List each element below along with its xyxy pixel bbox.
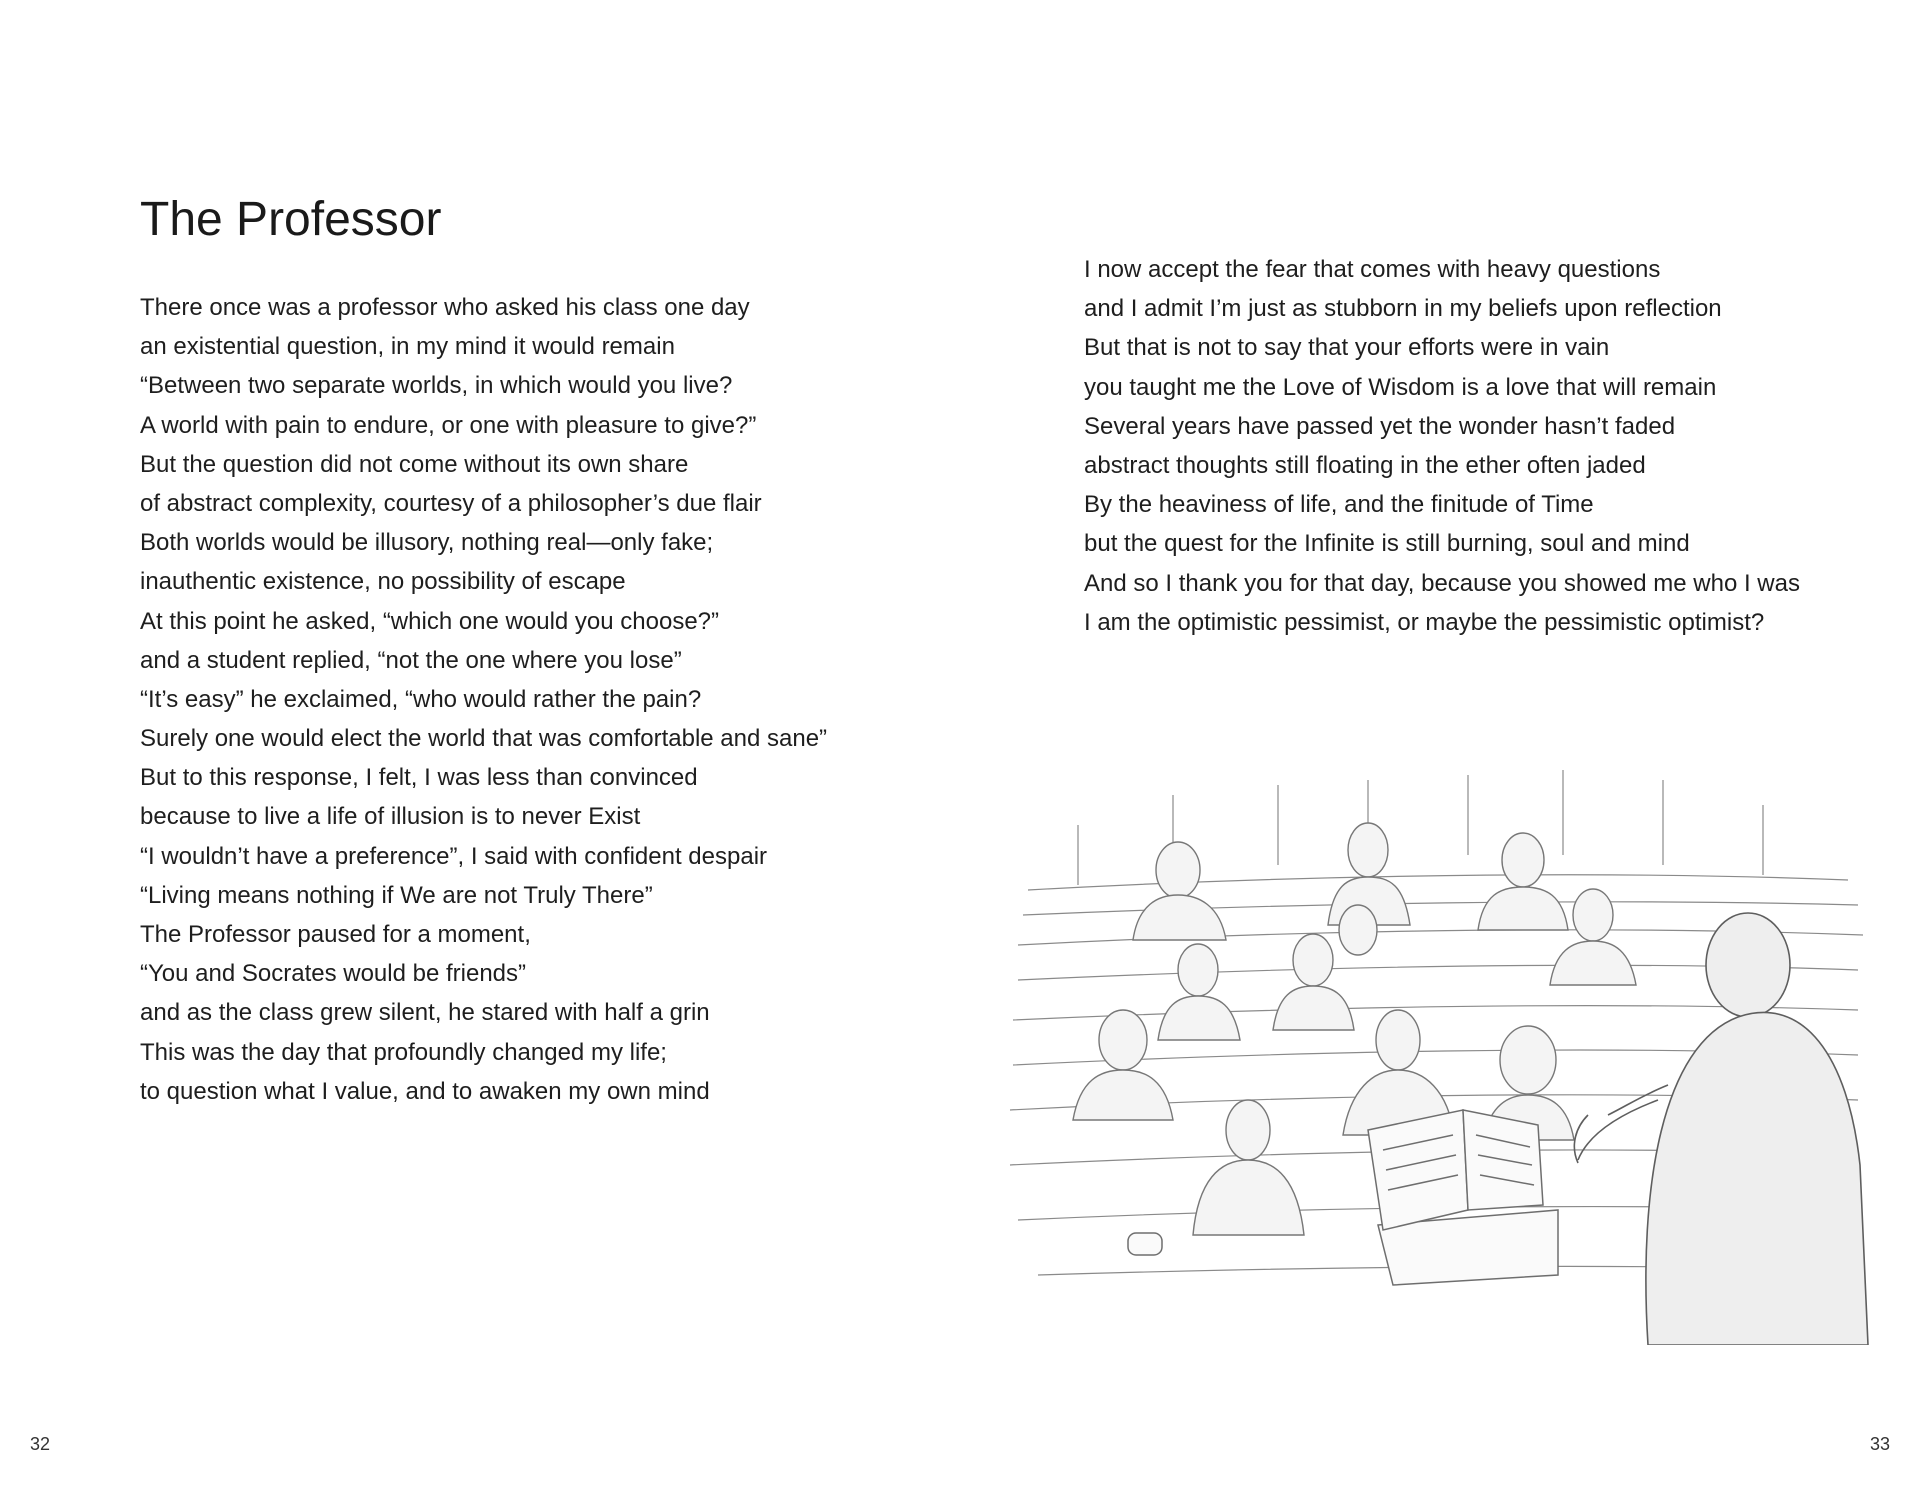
poem-line: “I wouldn’t have a preference”, I said with confident despair: [140, 842, 768, 870]
poem-line: inauthentic existence, no possibility of escape: [140, 568, 626, 596]
poem-line: and a student replied, “not the one where you lose”: [140, 646, 682, 674]
poem-title: The Professor: [140, 193, 442, 246]
right-page: [960, 0, 1920, 1488]
poem-line: But the question did not come without its own share: [140, 450, 689, 478]
poem-line: “You and Socrates would be friends”: [140, 960, 527, 988]
poem-line: I am the optimistic pessimist, or maybe the pessimistic optimist?: [1084, 608, 1765, 636]
poem-line: and as the class grew silent, he stared with half a grin: [140, 999, 710, 1027]
poem-line: Several years have passed yet the wonder hasn’t faded: [1084, 412, 1676, 440]
poem-line: But that is not to say that your efforts were in vain: [1084, 334, 1610, 362]
poem-line: The Professor paused for a moment,: [140, 921, 531, 948]
poem-line: and I admit I’m just as stubborn in my beliefs upon reflection: [1084, 295, 1722, 323]
poem-line: because to live a life of illusion is to never Exist: [140, 803, 641, 831]
poem-line: you taught me the Love of Wisdom is a love that will remain: [1084, 373, 1717, 401]
classroom-sketch-illustration: [998, 755, 1878, 1345]
poem-verse-left: [140, 288, 827, 1111]
poem-line: This was the day that profoundly changed my life;: [140, 1038, 667, 1066]
poem-line: abstract thoughts still floating in the ether often jaded: [1084, 451, 1646, 479]
poem-line: Surely one would elect the world that was comfortable and sane”: [140, 725, 828, 753]
poem-line: A world with pain to endure, or one with pleasure to give?”: [140, 411, 757, 439]
poem-line: an existential question, in my mind it would remain: [140, 333, 675, 361]
poem-line: “Living means nothing if We are not Truly There”: [140, 881, 653, 909]
poem-line: of abstract complexity, courtesy of a philosopher’s due flair: [140, 489, 762, 517]
poem-line: At this point he asked, “which one would you choose?”: [140, 607, 720, 635]
poem-line: I now accept the fear that comes with heavy questions: [1084, 256, 1661, 283]
page-number: 33: [1869, 1434, 1890, 1454]
poem-line: “Between two separate worlds, in which would you live?: [140, 372, 733, 400]
poem-line: By the heaviness of life, and the finitude of Time: [1084, 491, 1594, 519]
poem-line: but the quest for the Infinite is still burning, soul and mind: [1084, 530, 1690, 558]
page-number: 32: [30, 1434, 51, 1454]
poem-line: And so I thank you for that day, because you showed me who I was: [1084, 569, 1800, 597]
poem-line: “It’s easy” he exclaimed, “who would rather the pain?: [140, 685, 702, 713]
poem-line: to question what I value, and to awaken my own mind: [140, 1077, 710, 1105]
poem-verse-right: [1084, 250, 1800, 642]
poem-line: There once was a professor who asked his class one day: [140, 294, 750, 321]
poem-line: But to this response, I felt, I was less than convinced: [140, 764, 698, 792]
poem-line: Both worlds would be illusory, nothing real—only fake;: [140, 529, 714, 557]
